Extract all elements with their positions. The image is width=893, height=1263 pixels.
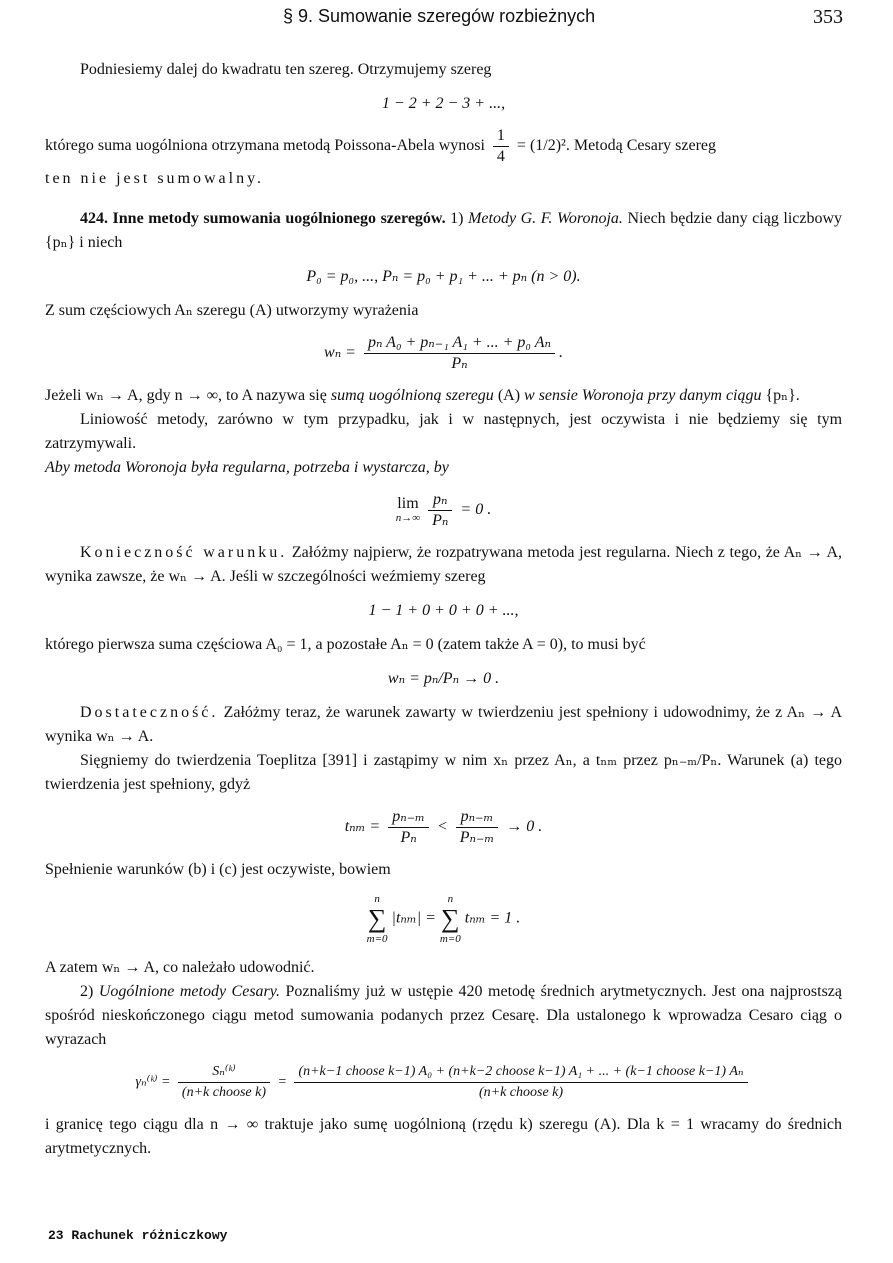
equation: wₙ = pₙ/Pₙ → 0 . — [387, 670, 500, 687]
paragraph: Jeżeli wₙ → A, gdy n → ∞, to A nazywa się sumą uogólnioną szeregu (A) w sensie Woronoja przy danym ciągu {pₙ}. — [45, 387, 800, 404]
equation: n ∑ m=0 |tₙₘ| = n ∑ m=0 tₙₘ = 1 . — [366, 893, 521, 945]
page-number: 353 — [813, 6, 843, 28]
paragraph: 424. Inne metody sumowania uogólnionego szeregów. 1) Metody G. F. Woronoja. Niech będzie dany ciąg liczbowy {pₙ} i niech — [45, 210, 843, 251]
equation: 1 − 1 + 0 + 0 + 0 + ..., — [368, 602, 519, 619]
page-body — [45, 58, 842, 1161]
paragraph: którego pierwsza suma częściowa A₀ = 1, a pozostałe Aₙ = 0 (zatem także A = 0), to musi być — [45, 636, 646, 653]
paragraph: Konieczność warunku. Załóżmy najpierw, że rozpatrywana metoda jest regularna. Niech z tego, że Aₙ → A, wynika zawsze, że wₙ → A. Jeśli w szczególności weźmiemy szereg — [45, 544, 843, 585]
paragraph: Liniowość metody, zarówno w tym przypadku, jak i w następnych, jest oczywista i nie będziemy się tym zatrzymywali. — [45, 411, 843, 452]
running-header — [0, 6, 893, 30]
paragraph: i granicę tego ciągu dla n → ∞ traktuje jako sumę uogólnioną (rzędu k) szeregu (A). Dla k = 1 wracamy do średnich arytmetycznych. — [45, 1116, 842, 1157]
paragraph: Podniesiemy dalej do kwadratu ten szereg. Otrzymujemy szereg — [80, 61, 492, 78]
equation: tₙₘ = $\frac{\text{pₙ₋ₘ}}{\text{Pₙ}}$ < $\frac{\text{pₙ₋ₘ}}{\text{Pₙ₋ₘ}}$ → 0 . — [344, 808, 543, 846]
paragraph: A zatem wₙ → A, co należało udowodnić. — [45, 959, 315, 976]
footer-signature: 23 Rachunek różniczkowy — [48, 1228, 228, 1243]
paragraph: Dostateczność. Załóżmy teraz, że warunek zawarty w twierdzeniu jest spełniony i udowodnimy, że z Aₙ → A wynika wₙ → A. — [45, 704, 843, 745]
paragraph: Z sum częściowych Aₙ szeregu (A) utworzymy wyrażenia — [45, 302, 419, 319]
paragraph: którego suma uogólniona otrzymana metodą Poissona-Abela wynosi $\frac{1}{4}$ = (1/2)². Metodą Cesary szereg ten nie jest sumowalny. — [45, 127, 717, 187]
subsection-title: 424. Inne metody sumowania uogólnionego szeregów. — [80, 210, 446, 227]
paragraph: 2) Uogólnione metody Cesary. Poznaliśmy już w ustępie 420 metodę średnich arytmetycznych. Jest ona najprostszą spośród nieskończonego ciągu metod sumowania podanych przez Cesarę. Dla ustalonego k wprowadza Cesaro ciąg o wyrazach — [45, 983, 843, 1048]
paragraph: Spełnienie warunków (b) i (c) jest oczywiste, bowiem — [45, 861, 391, 878]
equation: γₙ⁽ᵏ⁾ = $\frac{\text{Sₙ⁽ᵏ⁾}}{\text{(n+k choose k)}}$ = (n+k−1 choose k−1) A₀ + (n+k−2 choose k−1) A₁ + ... + (k−1 choose k−1) Aₙ (n+k choose k) — [45, 1062, 842, 1103]
equation: 1 − 2 + 2 − 3 + ..., — [381, 95, 506, 112]
section-title: § 9. Sumowanie szeregów rozbieżnych — [283, 6, 596, 26]
equation: lim n→∞ $\frac{\text{pₙ}}{\text{Pₙ}}$ = 0 . — [395, 491, 492, 529]
theorem-statement: Aby metoda Woronoja była regularna, potrzeba i wystarcza, by — [45, 459, 449, 476]
fraction: $\frac{1}{4}$ — [493, 126, 509, 167]
equation: wₙ = $\frac{\text{pₙ A₀ + pₙ₋₁ A₁ + ... + p₀ Aₙ}}{\text{Pₙ}}$ . — [324, 334, 563, 372]
paragraph: Sięgniemy do twierdzenia Toeplitza [391] i zastąpimy w nim xₙ przez Aₙ, a tₙₘ przez pₙ₋ₘ/Pₙ. Warunek (a) tego twierdzenia jest spełniony, gdyż — [45, 752, 842, 793]
equation: P₀ = p₀, ..., Pₙ = p₀ + p₁ + ... + pₙ (n > 0). — [306, 268, 581, 285]
